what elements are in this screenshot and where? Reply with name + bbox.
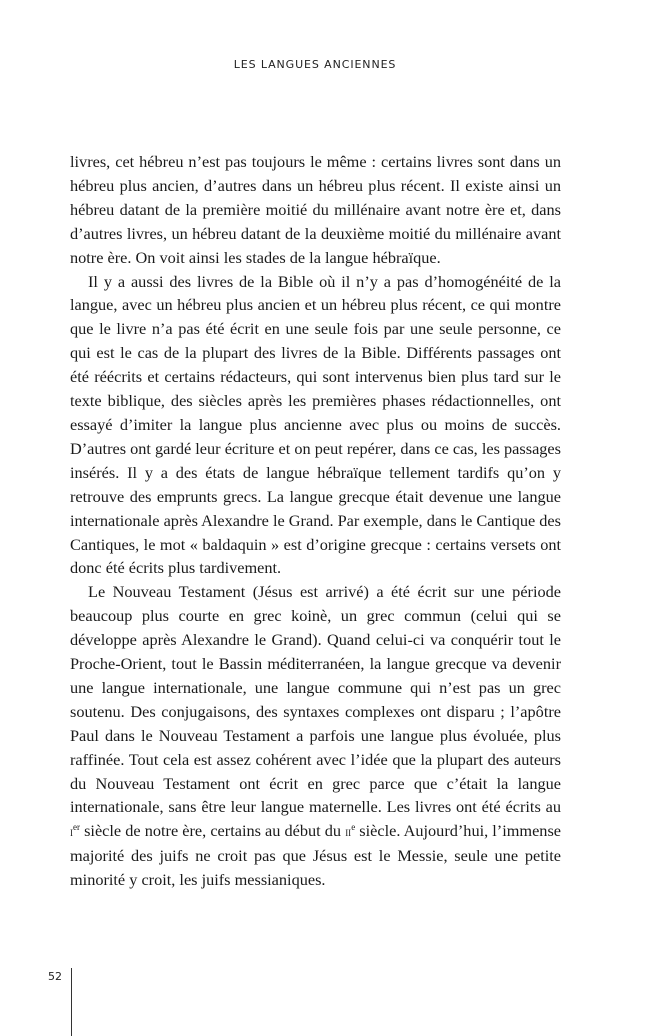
paragraph-3-text-b: siècle de notre ère, certains au début du [80, 821, 346, 841]
paragraph-3 [70, 580, 561, 892]
century-numeral-first: i [70, 824, 73, 840]
paragraph-1: livres, cet hébreu n’est pas toujours le même : certains livres sont dans un hébreu plus ancien, d’autres dans un hébreu plus récent. Il existe ainsi un hébreu datant de la première moitié du millénaire avant notre ère et, dans d’autres livres, un hébreu datant de la deuxième moitié du millénaire avant notre ère. On voit ainsi les stades de la langue hébraïque. [70, 152, 561, 267]
page-number: 52 [48, 970, 62, 983]
paragraph-3-text-a: Le Nouveau Testament (Jésus est arrivé) a été écrit sur une période beaucoup plus courte en grec koinè, un grec commun (celui qui se développe après Alexandre le Grand). Quand celui-ci va conquérir tout le Proche-Orient, tout le Bassin méditerranéen, la langue grecque va devenir une langue internationale, une langue commune qui n’est pas un grec soutenu. Des conjugaisons, des syntaxes complexes ont disparu ; l’apôtre Paul dans le Nouveau Testament a parfois une langue plus évoluée, plus raffinée. Tout cela est assez cohérent avec l’idée que la plupart des auteurs du Nouveau Testament ont écrit en grec parce que c’était la langue internationale, sans être leur langue maternelle. Les livres ont été écrits au [70, 582, 561, 817]
page-body [70, 150, 561, 892]
paragraph-2: Il y a aussi des livres de la Bible où il n’y a pas d’homogénéité de la langue, avec un hébreu plus ancien et un hébreu plus récent, ce qui montre que le livre n’a pas été écrit en une seule fois par une seule personne, ce qui est le cas de la plupart des livres de la Bible. Différents passages ont été réécrits et certains rédacteurs, qui sont intervenus bien plus tard sur le texte biblique, des siècles après les premières phases rédactionnelles, ont essayé d’imiter la langue plus ancienne avec plus ou moins de succès. D’autres ont gardé leur écriture et on peut repérer, dans ce cas, les passages insérés. Il y a des états de langue hébraïque tellement tardifs qu’on y retrouve des emprunts grecs. La langue grecque était devenue une langue internationale après Alexandre le Grand. Par exemple, dans le Cantique des Cantiques, le mot « baldaquin » est d’origine grecque : certains versets ont donc été écrits plus tardivement. [70, 271, 561, 578]
running-header: LES LANGUES ANCIENNES [233, 58, 397, 71]
century-numeral-second: ii [345, 824, 352, 840]
paragraph-3-text-c: siècle. Aujourd’hui, l’immense majorité des juifs ne croit pas que Jésus est le Messie, seule une petite minorité y croit, les juifs messianiques. [70, 821, 562, 890]
century-ordinal-second: e [351, 822, 356, 833]
folio-divider [71, 968, 72, 1036]
century-ordinal-first: er [73, 822, 80, 833]
